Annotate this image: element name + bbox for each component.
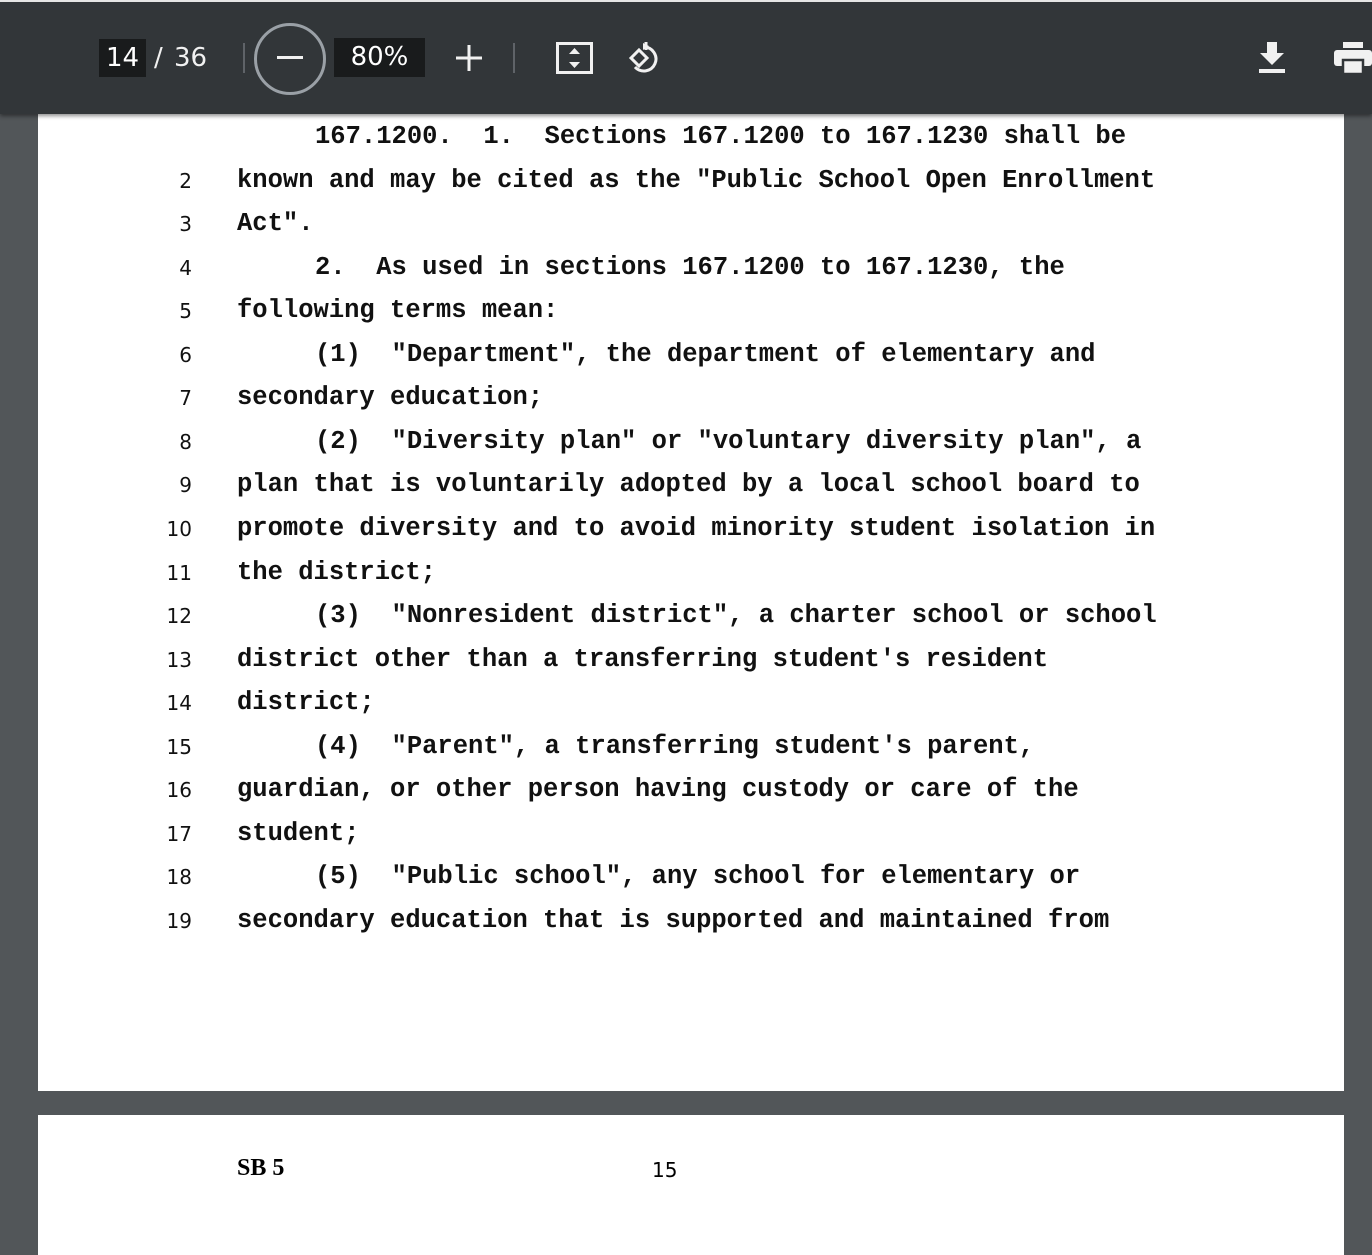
document-line [38,645,1344,675]
current-page-input[interactable]: 14 [99,39,146,77]
line-text: guardian, or other person having custody or care of the [237,775,1079,805]
bill-label: SB 5 [237,1155,285,1181]
download-icon [1258,42,1286,74]
line-text: (2) "Diversity plan" or "voluntary diversity plan", a [315,426,1142,456]
page-separator: / [154,43,163,73]
line-number: 14 [166,691,192,716]
print-button[interactable] [1328,36,1372,80]
download-button[interactable] [1250,36,1294,80]
line-text: known and may be cited as the "Public School Open Enrollment [237,165,1156,195]
document-line [38,340,1344,370]
pdf-toolbar [0,0,1372,114]
zoom-level-input[interactable]: 80% [334,38,425,77]
document-line [38,558,1344,588]
line-number: 9 [179,473,192,498]
line-number: 3 [179,212,192,237]
document-line [38,819,1344,849]
line-text: Act". [237,209,314,239]
line-text: district; [237,688,375,718]
line-number: 13 [166,647,192,672]
line-number: 11 [166,560,192,585]
line-text: 167.1200. 1. Sections 167.1200 to 167.1230 shall be [315,122,1127,151]
line-text: (4) "Parent", a transferring student's parent, [315,731,1035,761]
line-number: 8 [179,429,192,454]
minus-icon [277,56,303,60]
line-text: plan that is voluntarily adopted by a local school board to [237,470,1140,500]
line-text: (3) "Nonresident district", a charter school or school [315,601,1157,631]
line-number: 6 [179,342,192,367]
line-text: promote diversity and to avoid minority student isolation in [237,513,1156,543]
fit-to-page-icon [556,42,594,74]
document-line [38,688,1344,718]
rotate-button[interactable] [624,36,668,80]
line-number: 16 [166,778,192,803]
line-number: 7 [179,386,192,411]
document-line [38,427,1344,457]
document-line [38,296,1344,326]
line-number: 4 [179,255,192,280]
line-number: 2 [179,168,192,193]
document-line [38,601,1344,631]
rotate-counterclockwise-icon [627,39,665,77]
document-line [38,383,1344,413]
zoom-in-button[interactable] [448,38,488,78]
document-line [38,253,1344,283]
pdf-page-next [38,1115,1344,1255]
line-text: 2. As used in sections 167.1200 to 167.1230, the [315,252,1065,282]
toolbar-divider [243,43,245,73]
document-line [38,470,1344,500]
document-line [38,732,1344,762]
document-line [38,209,1344,239]
print-icon [1334,42,1372,74]
pdf-page-current [38,0,1344,1091]
line-text: (1) "Department", the department of elementary and [315,339,1096,369]
toolbar-divider [513,43,515,73]
line-text: student; [237,818,360,848]
line-number: 10 [166,516,192,541]
document-line [38,166,1344,196]
line-number: 18 [166,865,192,890]
line-number: 15 [166,734,192,759]
document-line [38,514,1344,544]
total-pages: 36 [174,43,208,73]
line-number: 19 [166,908,192,933]
fit-to-page-button[interactable] [552,36,596,80]
line-number: 12 [166,604,192,629]
line-text: following terms mean: [237,296,559,326]
line-text: district other than a transferring student's resident [237,644,1049,674]
line-text: (5) "Public school", any school for elementary or [315,862,1081,892]
line-text: secondary education; [237,383,544,413]
line-text: the district; [237,557,436,587]
document-line [38,775,1344,805]
line-number: 17 [166,821,192,846]
document-line [38,862,1344,892]
line-number: 5 [179,299,192,324]
line-text: secondary education that is supported and maintained from [237,905,1110,935]
plus-icon [456,45,482,71]
page-number: 15 [652,1158,678,1182]
document-line [38,906,1344,936]
toolbar-top-border [0,0,1372,2]
document-line [38,122,1344,152]
